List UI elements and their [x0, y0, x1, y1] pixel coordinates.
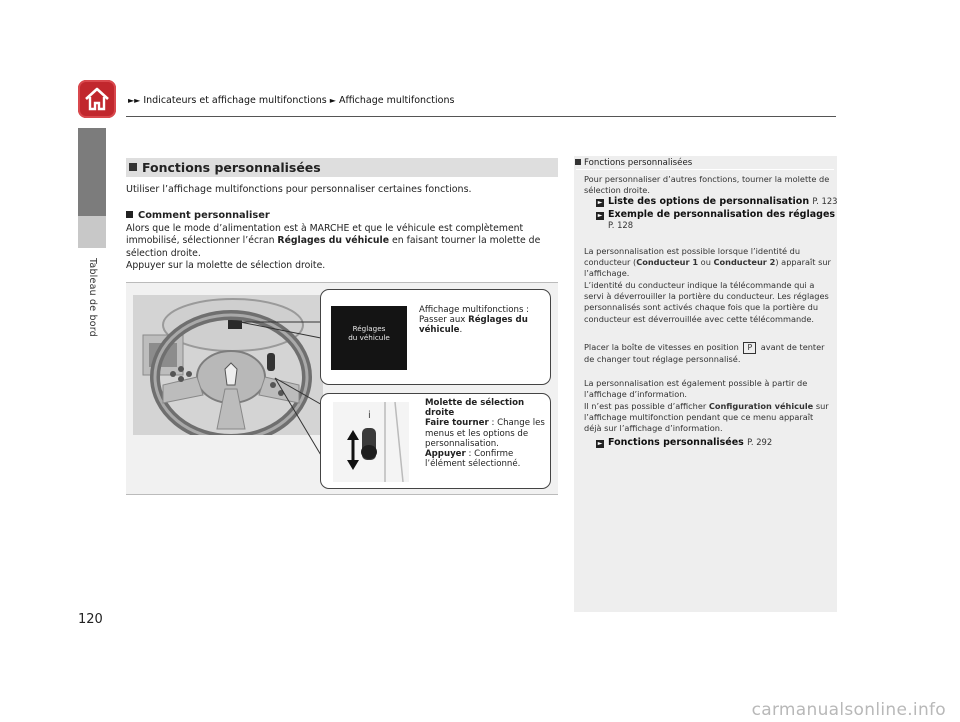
xref-arrow-icon: ►	[597, 212, 603, 219]
xref-page: P. 292	[747, 437, 773, 447]
breadcrumb-item-multifunction[interactable]: Affichage multifonctions	[338, 95, 455, 106]
page-number: 120	[78, 612, 103, 627]
sidebar-paragraph: La personnalisation est également possible à partir de l’affichage d’information.	[584, 378, 808, 400]
xref-label: Liste des options de personnalisation	[608, 196, 810, 207]
callout-bold: Faire tourner	[425, 418, 489, 429]
sidebar-text: sur l’affichage multifonction pendant que ce menu apparaît déjà sur l’affichage d’information.	[584, 401, 829, 434]
sidebar-paragraph	[584, 401, 832, 435]
callout1-text	[419, 305, 547, 336]
sidebar-title-text: Fonctions personnalisées	[584, 158, 693, 168]
park-position-badge: P	[743, 342, 756, 354]
sidebar-text: Il n’est pas possible d’afficher	[584, 401, 709, 411]
callout-bold: Réglages du véhicule	[419, 315, 528, 336]
breadcrumb-arrow-icon: ►►	[128, 96, 141, 105]
xref-arrow-icon: ►	[597, 199, 603, 206]
callout-text: Affichage multifonctions : Passer aux	[419, 305, 530, 326]
instruction-bold: Réglages du véhicule	[277, 235, 390, 247]
sidebar-paragraph	[584, 342, 832, 365]
watermark: carmanualsonline.info	[751, 700, 946, 720]
callout-bold: Appuyer	[425, 449, 466, 460]
instruction-text: en faisant tourner la molette de sélection droite.	[126, 235, 541, 259]
sidebar-text: avant de tenter de changer tout réglage personnalisé.	[584, 342, 825, 364]
xref-customization-example[interactable]	[596, 209, 844, 231]
svg-text:i: i	[368, 410, 371, 421]
selector-wheel-illustration	[333, 402, 409, 482]
xref-customization-list[interactable]	[596, 196, 844, 207]
sidebar-bold: Conducteur 1	[636, 257, 699, 268]
callout-title: Molette de sélection droite	[425, 398, 525, 419]
screen-label-line: Réglages	[352, 324, 386, 333]
screen-label-line: du véhicule	[348, 333, 390, 342]
xref-label: Exemple de personnalisation des réglages	[608, 209, 836, 220]
display-screen-label	[331, 324, 407, 342]
xref-page: P. 123	[812, 196, 838, 206]
sidebar-text: ou	[698, 257, 714, 268]
breadcrumb-arrow-icon: ►	[329, 96, 336, 105]
callout2-text	[425, 398, 549, 469]
chapter-label: Tableau de bord	[87, 258, 98, 337]
callout-text: : Confirme l’élément sélectionné.	[425, 449, 521, 470]
breadcrumb-item-indicators[interactable]: Indicateurs et affichage multifonctions	[143, 95, 327, 106]
sidebar-paragraph: Pour personnaliser d’autres fonctions, tourner la molette de sélection droite.	[584, 174, 830, 196]
section-intro: Utiliser l’affichage multifonctions pour personnaliser certaines fonctions.	[126, 184, 472, 195]
sidebar-text: La personnalisation est possible lorsque l’identité du conducteur (	[584, 246, 801, 268]
xref-arrow-icon: ►	[597, 440, 603, 447]
callout-text: : Change les menus et les options de personnalisation.	[425, 418, 545, 449]
subsection-title: Comment personnaliser	[138, 210, 270, 221]
sidebar-paragraph	[584, 246, 832, 280]
sidebar-title	[575, 158, 692, 168]
sidebar-bold: Configuration véhicule	[708, 401, 814, 411]
xref-label: Fonctions personnalisées	[608, 437, 744, 448]
xref-page: P. 128	[608, 220, 634, 231]
section-title: Fonctions personnalisées	[142, 160, 321, 175]
thumbwheel-icon	[333, 402, 409, 482]
sidebar-text: Placer la boîte de vitesses en position	[584, 342, 742, 352]
sidebar-bold: Conducteur 2	[713, 257, 776, 268]
xref-custom-features[interactable]	[596, 437, 844, 448]
callout-text: .	[459, 325, 463, 336]
sidebar-paragraph: L’identité du conducteur indique la télécommande qui a servi à déverrouiller la portière du conducteur. Les réglages personnalisés sont activés chaque fois que la portière du conducteur est déverrouillée avec cette télécommande.	[584, 280, 829, 324]
square-bullet-icon	[575, 159, 581, 165]
instruction-text: Alors que le mode d’alimentation est à MARCHE et que le véhicule est complètement immobilisé, sélectionner l’écran	[126, 223, 524, 247]
sidebar-text: ) apparaît sur l’affichage.	[584, 257, 831, 279]
sidebar-divider	[576, 169, 834, 170]
instruction-text: Appuyer sur la molette de sélection droite.	[126, 260, 326, 272]
